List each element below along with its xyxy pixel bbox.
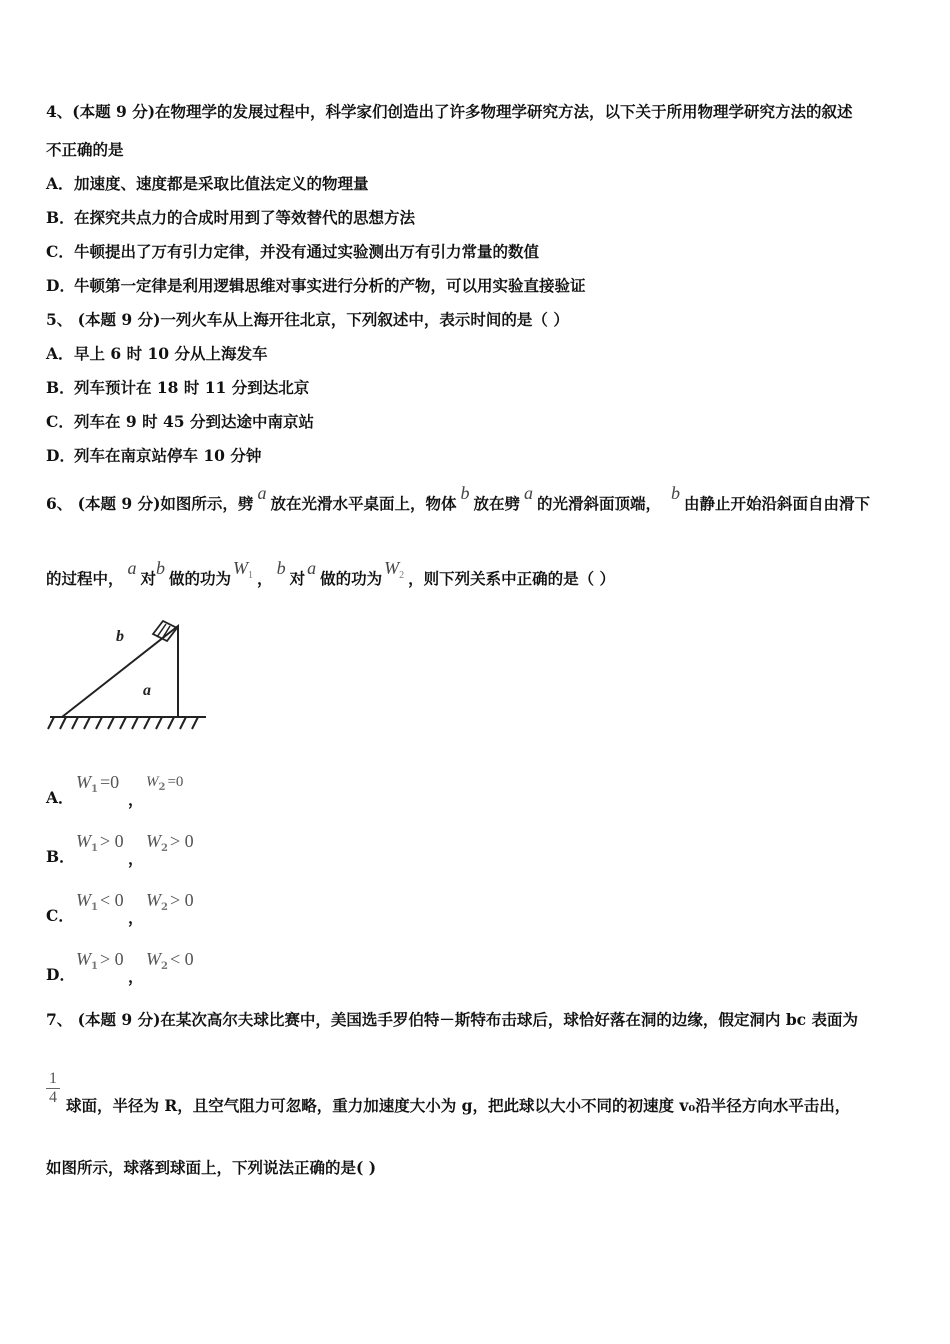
w2-subscript: 2 (158, 782, 166, 793)
var-b: b (670, 483, 680, 503)
q6-option-b (46, 831, 194, 868)
w2-symbol: W (146, 890, 161, 910)
q6-text: 做的功为 (169, 569, 232, 588)
option-text: 在探究共点力的合成时用到了等效替代的思想方法 (74, 208, 416, 227)
fraction-denominator: 4 (49, 1089, 57, 1106)
separator: ， (128, 849, 144, 868)
w1-relation: =0 (99, 772, 120, 792)
w2-symbol: W (384, 558, 400, 578)
q5-option-c (46, 412, 314, 432)
q6-text: 由静止开始沿斜面自由滑下 (683, 494, 870, 513)
option-text: 早上 6 时 10 分从上海发车 (74, 344, 268, 363)
w1-symbol: W (76, 772, 91, 792)
w1-relation: < 0 (99, 890, 124, 910)
option-text: 列车在南京站停车 10 分钟 (74, 446, 262, 465)
q6-text: 6、 (本题 9 分)如图所示，劈 (46, 494, 254, 513)
option-letter: A． (46, 174, 74, 193)
var-b: b (460, 483, 470, 503)
w1-symbol: W (76, 949, 91, 969)
w1-symbol: W (76, 890, 91, 910)
label-a: a (143, 682, 151, 699)
q6-text: 的光滑斜面顶端， (536, 494, 661, 513)
w1-relation: > 0 (99, 831, 124, 851)
q6-text: 放在光滑水平桌面上，物体 (270, 494, 457, 513)
option-letter: B． (46, 208, 75, 227)
w2-relation: > 0 (169, 890, 194, 910)
q6-text: 对 (140, 569, 157, 588)
option-letter: C． (46, 906, 74, 925)
var-a: a (523, 483, 533, 503)
w1-subscript: 1 (91, 902, 98, 913)
q4-option-d (46, 276, 586, 296)
separator: ， (128, 908, 144, 927)
w2-subscript: 2 (161, 902, 168, 913)
q6-stem-line2 (46, 558, 615, 592)
q6-stem-line1 (46, 483, 870, 514)
w2-subscript: 2 (161, 961, 168, 972)
option-text: 牛顿第一定律是利用逻辑思维对事实进行分析的产物，可以用实验直接验证 (74, 276, 586, 295)
w2-symbol: W (146, 949, 161, 969)
separator: ， (128, 790, 144, 809)
w1-symbol: W (233, 558, 249, 578)
q4-option-b (46, 208, 415, 228)
fraction-numerator: 1 (46, 1070, 60, 1089)
option-text: 列车预计在 18 时 11 分到达北京 (74, 378, 310, 397)
q6-text: 放在劈 (473, 494, 520, 513)
q7-stem-line3: 如图所示，球落到球面上，下列说法正确的是( ) (46, 1158, 377, 1177)
q7-stem-line2: 球面，半径为 R，且空气阻力可忽略，重力加速度大小为 g，把此球以大小不同的初速度 v₀沿半径方向水平击出， (66, 1096, 851, 1115)
q4-option-a (46, 174, 369, 194)
var-b: b (156, 558, 166, 578)
option-letter: D． (46, 446, 75, 465)
option-letter: B． (46, 378, 75, 397)
option-letter: A． (46, 788, 74, 807)
w1-relation: > 0 (99, 949, 124, 969)
w1-subscript: 1 (248, 570, 254, 581)
q6-option-c (46, 890, 194, 927)
q5-option-a (46, 344, 267, 364)
w2-relation: =0 (167, 774, 184, 790)
w2-relation: > 0 (169, 831, 194, 851)
q6-text: ， (257, 569, 273, 588)
option-letter: B． (46, 847, 75, 866)
q5-stem: 5、 (本题 9 分)一列火车从上海开往北京，下列叙述中，表示时间的是（ ） (46, 310, 569, 329)
option-letter: D． (46, 276, 75, 295)
w1-subscript: 1 (91, 843, 98, 854)
option-text: 列车在 9 时 45 分到达途中南京站 (74, 412, 314, 431)
q6-text: 的过程中， (46, 569, 124, 588)
q6-text: 对 (289, 569, 306, 588)
w2-relation: < 0 (169, 949, 194, 969)
wedge-figure (46, 612, 216, 734)
q4-stem-line2: 不正确的是 (46, 140, 124, 159)
w2-symbol: W (146, 774, 159, 790)
q4-option-c (46, 242, 539, 262)
q6-option-a (46, 772, 184, 809)
option-letter: D． (46, 965, 75, 984)
q6-text: ，则下列关系中正确的是（ ） (408, 569, 615, 588)
option-letter: C． (46, 242, 74, 261)
w1-subscript: 1 (91, 961, 98, 972)
option-text: 加速度、速度都是采取比值法定义的物理量 (74, 174, 369, 193)
w2-subscript: 2 (161, 843, 168, 854)
option-letter: A． (46, 344, 74, 363)
var-a: a (257, 483, 267, 503)
var-a: a (307, 558, 317, 578)
q6-option-d (46, 949, 194, 986)
separator: ， (128, 967, 144, 986)
var-a: a (127, 558, 137, 578)
label-b: b (116, 628, 124, 645)
fraction-one-quarter (46, 1070, 60, 1107)
q5-option-b (46, 378, 309, 398)
option-letter: C． (46, 412, 74, 431)
w2-symbol: W (146, 831, 161, 851)
w2-subscript: 2 (399, 570, 405, 581)
var-b: b (276, 558, 286, 578)
q6-text: 做的功为 (320, 569, 383, 588)
w1-subscript: 1 (91, 784, 98, 795)
q7-stem-line1: 7、 (本题 9 分)在某次高尔夫球比赛中，美国选手罗伯特－斯特布击球后，球恰好落在洞的边缘，假定洞内 bc 表面为 (46, 1010, 858, 1029)
block-b (153, 621, 177, 641)
w1-symbol: W (76, 831, 91, 851)
q5-option-d (46, 446, 261, 466)
q4-stem-line1: 4、(本题 9 分)在物理学的发展过程中，科学家们创造出了许多物理学研究方法，以下关于所用物理学研究方法的叙述 (46, 102, 853, 121)
option-text: 牛顿提出了万有引力定律，并没有通过实验测出万有引力常量的数值 (74, 242, 540, 261)
